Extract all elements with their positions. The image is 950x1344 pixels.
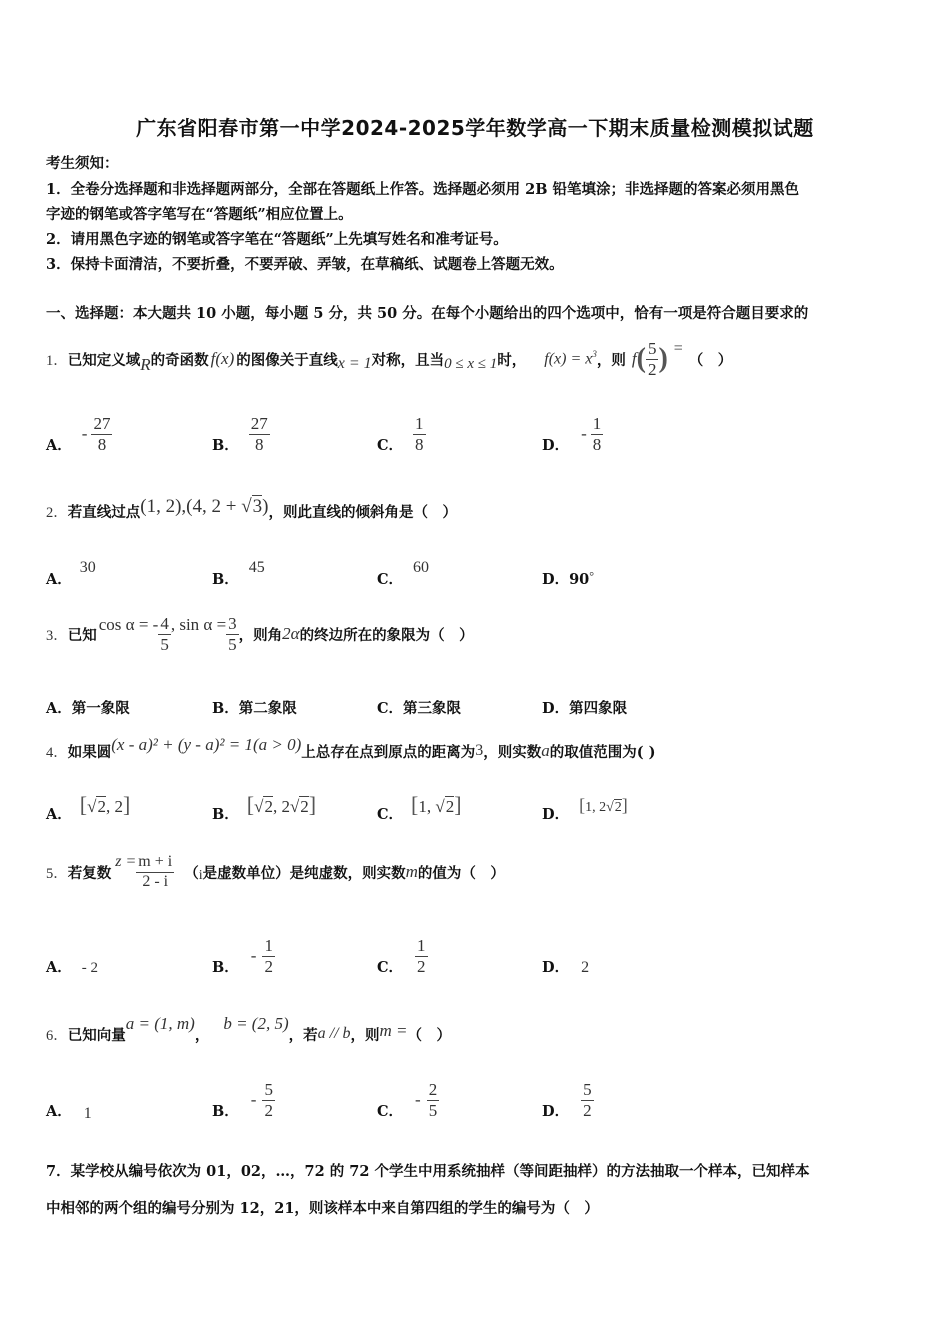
question-2 — [46, 494, 457, 528]
q1-line-x1: x = 1 — [337, 355, 372, 372]
q6-text-1: 已知向量 — [67, 1026, 126, 1044]
q1-denominator: 2 — [647, 359, 657, 379]
q2-option-c[interactable] — [377, 556, 430, 588]
q4-option-a-label: A． — [46, 805, 72, 823]
q5-text-4: 的值为（ ） — [417, 864, 505, 882]
q5-number: 5． — [46, 865, 68, 882]
q6-option-d-den: 2 — [583, 1100, 592, 1120]
q1-option-c[interactable] — [377, 410, 426, 458]
q6-option-c[interactable] — [377, 1076, 439, 1124]
q1-fx3: $f(x) = x^3$ — [544, 349, 597, 368]
q1-option-c-fraction — [413, 414, 426, 454]
q2-number: 2． — [46, 504, 68, 521]
q6-text-2: ，若 — [288, 1026, 318, 1044]
q3-option-d[interactable] — [542, 697, 627, 718]
q5-i: i — [198, 868, 203, 883]
q2-option-d-degree: ° — [589, 569, 595, 583]
q4-a: a — [541, 741, 550, 760]
question-7-line-1: 7．某学校从编号依次为 01，02，…，72 的 72 个学生中用系统抽样（等间距抽样）的方法抽取一个样本，已知样本 — [46, 1163, 810, 1180]
q6-text-3: ，则 — [350, 1026, 380, 1044]
q5-option-c[interactable] — [377, 932, 428, 980]
q5-m: m — [405, 862, 418, 881]
q1-option-d-fraction — [591, 414, 604, 454]
notice-line-1b: 字迹的钢笔或答字笔写在“答题纸”相应位置上。 — [46, 206, 353, 223]
q5-text-1: 若复数 — [67, 864, 112, 882]
q5-option-d-value: 2 — [581, 959, 590, 976]
q5-options — [46, 932, 926, 980]
q6-vector-a: a = (1, m) — [125, 1014, 195, 1033]
q3-option-c-label: C． — [377, 700, 404, 717]
q3-frac1-den: 5 — [160, 634, 169, 654]
q6-option-a-value: 1 — [83, 1105, 92, 1122]
q2-option-a[interactable] — [46, 556, 96, 588]
q3-text-1: 已知 — [67, 626, 97, 644]
q1-range: 0 ≤ x ≤ 1 — [444, 355, 498, 372]
q2-option-c-label: C． — [377, 571, 404, 588]
q1-option-b-fraction — [249, 414, 270, 454]
q2-option-a-label: A． — [46, 571, 72, 588]
q1-option-a-num: 27 — [93, 413, 111, 433]
q1-option-b[interactable] — [212, 410, 270, 458]
q5-option-b-num: 1 — [264, 935, 273, 955]
q6-option-c-num: 2 — [428, 1079, 438, 1099]
q1-option-a-den: 8 — [97, 434, 107, 454]
q5-option-b-fraction — [262, 936, 275, 976]
q2-option-c-value: 60 — [413, 559, 430, 576]
q4-option-a[interactable] — [46, 787, 130, 823]
q2-point-2: (4, 2 + √3) — [186, 496, 269, 517]
q1-f: f — [631, 349, 637, 368]
q4-option-c-value: [1, √2] — [411, 792, 462, 817]
q5-option-c-fraction — [415, 936, 428, 976]
q5-denominator: 2 - i — [142, 872, 169, 890]
q5-option-b-sign: - — [250, 946, 257, 965]
q6-option-b-sign: - — [250, 1090, 257, 1109]
question-1 — [46, 336, 732, 382]
q2-option-d-value: 90 — [569, 571, 590, 588]
q2-option-a-value: 30 — [79, 559, 96, 576]
q4-option-d[interactable] — [542, 787, 628, 823]
q4-circle-equation: (x - a)² + (y - a)² = 1(a > 0) — [111, 735, 302, 754]
q1-option-d-num: 1 — [592, 413, 602, 433]
q4-option-c-label: C． — [377, 805, 404, 823]
q6-option-d-num: 5 — [583, 1079, 592, 1099]
q5-option-b[interactable] — [212, 932, 275, 980]
q3-option-a-label: A． — [46, 700, 72, 717]
section-heading: 一、选择题：本大题共 10 小题，每小题 5 分，共 50 分。在每个小题给出的四个选项中，恰有一项是符合题目要求的 — [46, 305, 809, 322]
q1-option-a-sign: - — [81, 424, 88, 443]
q1-text-4: 对称，且当 — [371, 351, 445, 369]
q6-option-b[interactable] — [212, 1076, 275, 1124]
q5-numerator: m + i — [136, 853, 174, 872]
q1-paren-open: ( — [636, 343, 646, 374]
q3-option-a[interactable] — [46, 697, 130, 718]
q6-option-d-label: D． — [542, 1102, 570, 1120]
q2-point-1: (1, 2), — [140, 496, 187, 517]
q6-option-c-fraction — [427, 1080, 440, 1120]
q4-option-b[interactable] — [212, 787, 316, 823]
q6-option-c-den: 5 — [428, 1100, 438, 1120]
q5-z: z = — [115, 853, 137, 870]
q6-option-a[interactable] — [46, 1076, 92, 1124]
q4-option-a-value: [√2, 2] — [79, 792, 131, 817]
q6-option-b-num: 5 — [264, 1079, 273, 1099]
q1-option-c-den: 8 — [415, 434, 424, 454]
q5-option-a-value: - 2 — [81, 959, 99, 976]
q5-option-a-label: A． — [46, 958, 72, 976]
q6-comma: ， — [194, 1026, 210, 1044]
q2-option-b-value: 45 — [248, 559, 265, 576]
q6-text-4: （ ） — [407, 1026, 452, 1044]
q6-parallel: a // b — [317, 1025, 351, 1042]
question-5 — [46, 846, 505, 898]
q1-option-b-num: 27 — [250, 413, 268, 433]
notice-line-2: 2．请用黑色字迹的钢笔或答字笔在“答题纸”上先填写姓名和准考证号。 — [46, 231, 508, 248]
q1-text-2: 的奇函数 — [150, 351, 209, 369]
q1-option-d-sign: - — [581, 424, 587, 443]
q4-option-d-value: [1, 2√2] — [579, 794, 628, 815]
page-title: 广东省阳春市第一中学2024-2025学年数学高一下期末质量检测模拟试题 — [136, 116, 814, 140]
q5-option-c-num: 1 — [417, 935, 426, 955]
q4-text-2: 上总存在点到原点的距离为 — [301, 743, 476, 761]
q3-fraction-1 — [158, 614, 171, 654]
q1-text-7: （ ） — [688, 351, 733, 369]
q5-text-2: （ — [184, 864, 199, 882]
q3-option-d-label: D． — [542, 700, 570, 717]
q1-fx: f(x) — [210, 349, 235, 368]
q1-equals: = — [673, 340, 683, 357]
q5-option-d-label: D． — [542, 958, 570, 976]
q6-option-b-fraction — [262, 1080, 275, 1120]
q3-2alpha: 2α — [282, 624, 300, 643]
q1-option-d-label: D． — [542, 436, 570, 454]
q3-option-a-value: 第一象限 — [71, 700, 130, 717]
q4-text-4: 的取值范围为( ) — [549, 743, 656, 761]
q3-text-2: ，则角 — [238, 626, 283, 644]
q2-text-1: 若直线过点 — [67, 503, 141, 521]
q4-text-1: 如果圆 — [67, 743, 112, 761]
q3-number: 3． — [46, 627, 68, 644]
q3-frac2-den: 5 — [228, 634, 237, 654]
q5-option-c-den: 2 — [417, 956, 426, 976]
q5-option-b-label: B． — [212, 958, 239, 976]
q5-option-b-den: 2 — [264, 956, 273, 976]
q3-frac2-num: 3 — [228, 613, 237, 633]
q3-text-3: 的终边所在的象限为（ ） — [299, 626, 474, 644]
q3-cos: cos α = - — [98, 615, 159, 634]
question-6 — [46, 1014, 451, 1054]
q6-option-d[interactable] — [542, 1076, 594, 1124]
q1-option-d-den: 8 — [592, 434, 602, 454]
question-3 — [46, 608, 474, 660]
q1-option-b-den: 8 — [255, 434, 264, 454]
notice-line-3: 3．保持卡面清洁，不要折叠，不要弄破、弄皱，在草稿纸、试题卷上答题无效。 — [46, 256, 564, 273]
q1-text-6: ，则 — [596, 351, 626, 369]
q2-options — [46, 556, 926, 586]
q4-option-d-label: D． — [542, 805, 570, 823]
q6-m-equals: m = — [379, 1021, 408, 1040]
q1-domain-r: R — [140, 355, 151, 374]
q2-option-b[interactable] — [212, 556, 265, 588]
q6-option-d-fraction — [581, 1080, 594, 1120]
q6-option-c-label: C． — [377, 1102, 404, 1120]
q4-option-b-label: B． — [212, 805, 239, 823]
q3-option-b-value: 第二象限 — [238, 700, 297, 717]
q5-option-c-label: C． — [377, 958, 404, 976]
q3-sin: , sin α = — [170, 615, 227, 634]
q3-option-c-value: 第三象限 — [403, 700, 462, 717]
q4-number: 4． — [46, 744, 68, 761]
question-7-line-2: 中相邻的两个组的编号分别为 12，21，则该样本中来自第四组的学生的编号为（ ） — [46, 1200, 599, 1217]
q1-text-3: 的图像关于直线 — [236, 351, 338, 369]
notice-line-1a: 1．全卷分选择题和非选择题两部分，全部在答题纸上作答。选择题必须用 2B 铅笔填涂；非选择题的答案必须用黑色 — [46, 181, 800, 198]
q6-vector-b: b = (2, 5) — [223, 1014, 289, 1033]
q1-number: 1． — [46, 352, 68, 369]
q5-option-a[interactable] — [46, 932, 98, 980]
q5-text-3: 是虚数单位）是纯虚数，则实数 — [202, 864, 406, 882]
q3-option-c[interactable] — [377, 697, 461, 718]
q3-option-b[interactable] — [212, 697, 297, 718]
q4-option-b-value: [√2, 2√2] — [246, 792, 317, 817]
q1-option-d[interactable] — [542, 410, 603, 458]
q1-text-1: 已知定义域 — [67, 351, 141, 369]
q2-option-d-label: D． — [542, 571, 570, 588]
q3-fraction-2 — [226, 614, 239, 654]
q6-number: 6． — [46, 1027, 68, 1044]
q4-three: 3 — [475, 742, 484, 759]
q1-option-a-fraction — [91, 414, 112, 454]
q2-text-2: ，则此直线的倾斜角是（ ） — [268, 503, 457, 521]
q4-options — [46, 787, 926, 823]
q6-option-c-sign: - — [415, 1090, 421, 1109]
q1-option-a[interactable] — [46, 410, 112, 458]
q3-option-d-value: 第四象限 — [569, 700, 628, 717]
q6-option-b-den: 2 — [264, 1100, 273, 1120]
q4-option-c[interactable] — [377, 787, 462, 823]
q2-option-d[interactable] — [542, 568, 594, 589]
q5-fraction — [136, 853, 174, 891]
q1-option-b-label: B． — [212, 436, 239, 454]
q3-options — [46, 697, 926, 721]
q1-fraction — [646, 339, 659, 379]
q6-option-b-label: B． — [212, 1102, 239, 1120]
q1-option-c-label: C． — [377, 436, 404, 454]
q1-option-a-label: A． — [46, 436, 72, 454]
q3-frac1-num: 4 — [160, 613, 169, 633]
q4-text-3: ，则实数 — [483, 743, 542, 761]
q1-paren-close: ) — [658, 343, 668, 374]
q3-option-b-label: B． — [212, 700, 239, 717]
q5-option-d[interactable] — [542, 932, 589, 980]
q1-option-c-num: 1 — [415, 413, 424, 433]
q6-option-a-label: A． — [46, 1102, 72, 1120]
q1-text-5: 时， — [497, 351, 527, 369]
q1-numerator: 5 — [647, 338, 657, 358]
q2-option-b-label: B． — [212, 571, 239, 588]
notice-heading: 考生须知： — [46, 155, 119, 172]
q6-options — [46, 1076, 926, 1124]
q1-options — [46, 410, 926, 458]
question-4 — [46, 734, 656, 768]
